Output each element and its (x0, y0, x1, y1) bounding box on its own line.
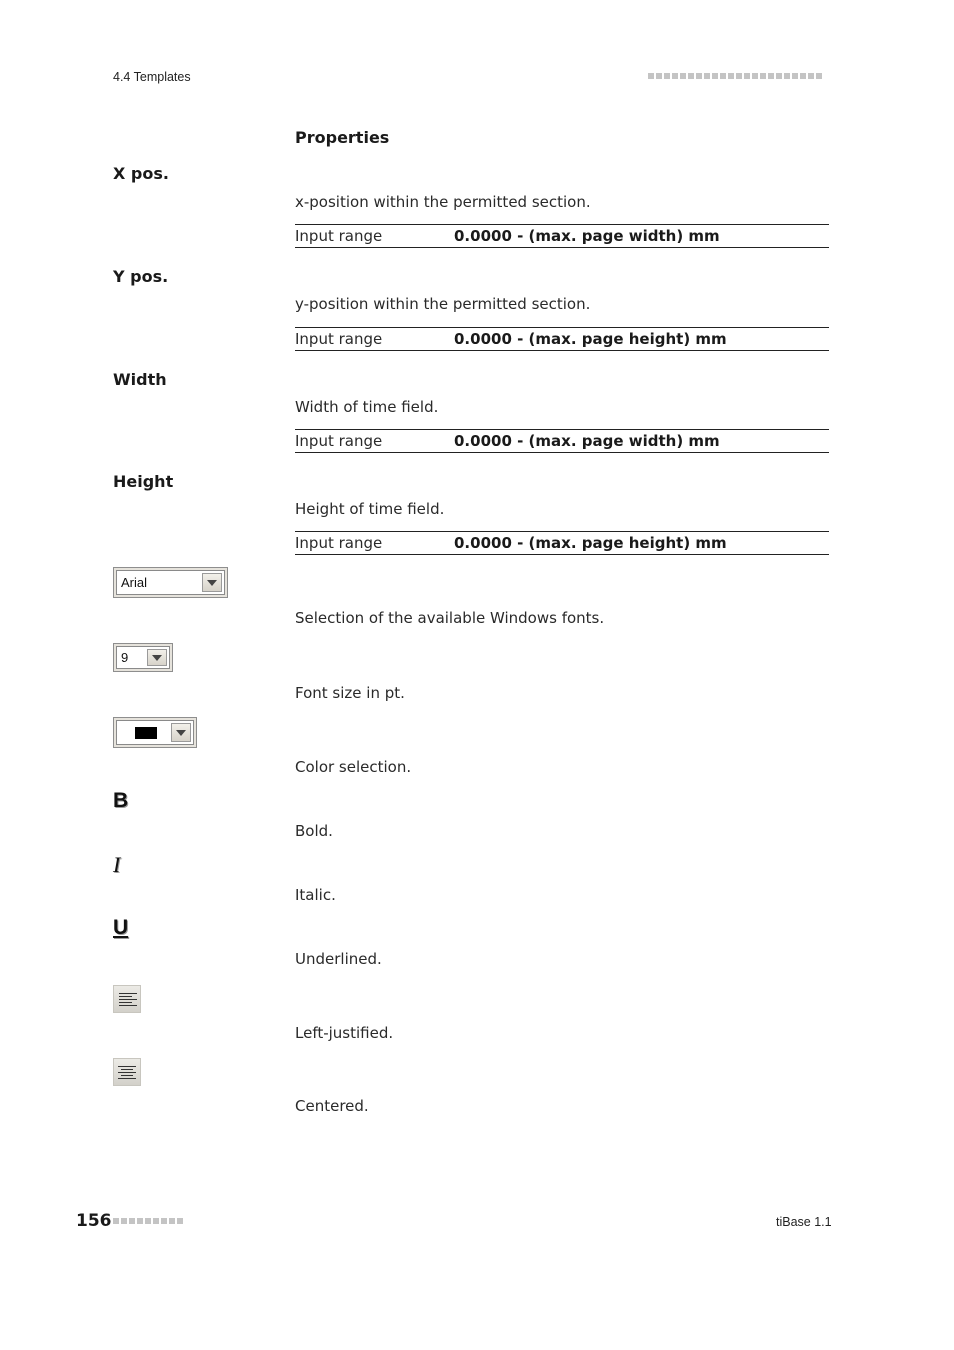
desc-centered: Centered. (295, 1097, 369, 1115)
icon-line (118, 1078, 136, 1079)
desc-height: Height of time field. (295, 500, 445, 518)
term-x-pos: X pos. (113, 164, 169, 183)
desc-font-family: Selection of the available Windows fonts. (295, 609, 605, 627)
range-table-width (295, 429, 829, 453)
desc-underline: Underlined. (295, 950, 382, 968)
term-height: Height (113, 472, 174, 491)
page-number: 156 (76, 1211, 112, 1231)
italic-icon[interactable]: I (113, 852, 121, 877)
running-header-section: 4.4 Templates (113, 70, 191, 84)
color-select[interactable] (113, 717, 197, 748)
header-decoration (648, 73, 822, 79)
bold-icon[interactable]: B (113, 789, 129, 812)
font-family-value: Arial (121, 575, 148, 590)
range-label: Input range (295, 432, 383, 450)
icon-line (119, 996, 132, 997)
icon-line (121, 1075, 133, 1076)
align-left-icon[interactable] (113, 985, 141, 1013)
icon-line (119, 1002, 132, 1003)
dropdown-button[interactable] (171, 723, 191, 742)
range-table-height (295, 531, 829, 555)
product-name: tiBase 1.1 (776, 1215, 832, 1229)
desc-color: Color selection. (295, 758, 412, 776)
icon-line (119, 1005, 137, 1006)
chevron-down-icon (207, 580, 217, 586)
dropdown-button[interactable] (202, 573, 222, 592)
range-table-x-pos (295, 224, 829, 248)
properties-heading: Properties (295, 128, 390, 147)
range-label: Input range (295, 227, 383, 245)
icon-line (121, 1069, 133, 1070)
range-label: Input range (295, 534, 383, 552)
font-size-select[interactable] (113, 643, 173, 672)
range-value: 0.0000 - (max. page height) mm (454, 330, 727, 348)
chevron-down-icon (176, 730, 186, 736)
desc-y-pos: y-position within the permitted section. (295, 295, 591, 313)
underline-icon[interactable]: U (113, 916, 129, 939)
color-field (116, 720, 194, 745)
icon-line (119, 999, 137, 1000)
term-width: Width (113, 370, 167, 389)
font-size-field (116, 646, 170, 669)
icon-line (119, 993, 137, 994)
dropdown-button[interactable] (147, 649, 167, 666)
range-value: 0.0000 - (max. page height) mm (454, 534, 727, 552)
font-size-value: 9 (121, 650, 129, 665)
font-family-field (116, 570, 225, 595)
desc-width: Width of time field. (295, 398, 439, 416)
icon-line (118, 1066, 136, 1067)
desc-x-pos: x-position within the permitted section. (295, 193, 591, 211)
footer-decoration (113, 1218, 183, 1224)
color-swatch (135, 727, 157, 739)
desc-italic: Italic. (295, 886, 336, 904)
desc-left-justified: Left-justified. (295, 1024, 394, 1042)
desc-font-size: Font size in pt. (295, 684, 405, 702)
font-family-select[interactable] (113, 567, 228, 598)
range-value: 0.0000 - (max. page width) mm (454, 432, 720, 450)
chevron-down-icon (152, 655, 162, 661)
term-y-pos: Y pos. (113, 267, 169, 286)
desc-bold: Bold. (295, 822, 333, 840)
range-label: Input range (295, 330, 383, 348)
range-table-y-pos (295, 327, 829, 351)
range-value: 0.0000 - (max. page width) mm (454, 227, 720, 245)
align-center-icon[interactable] (113, 1058, 141, 1086)
icon-line (118, 1072, 136, 1073)
